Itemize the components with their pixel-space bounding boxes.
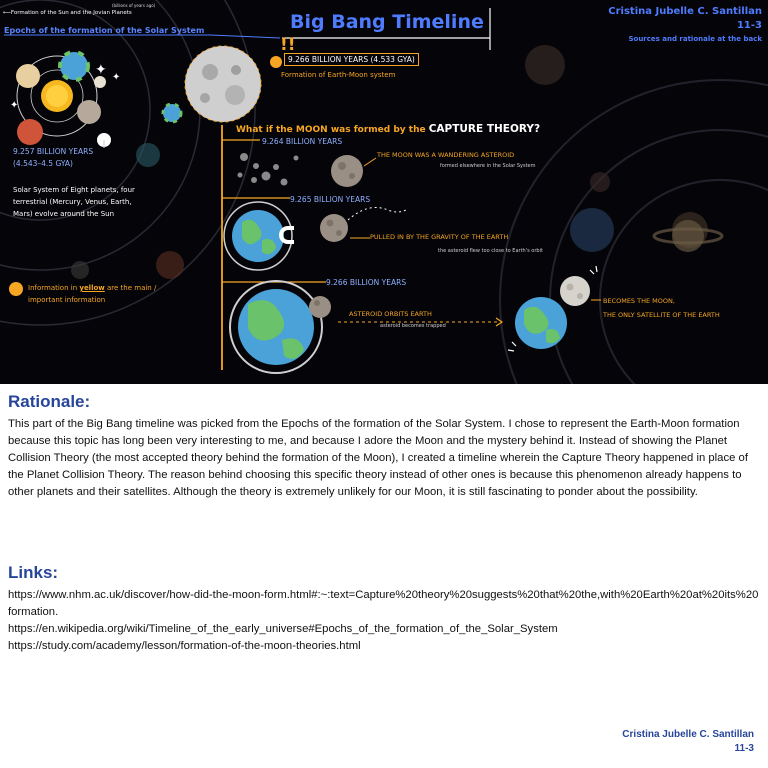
solar-system-years <box>13 146 93 170</box>
outcome-line-1: BECOMES THE MOON, <box>603 297 675 305</box>
big-moon-icon <box>185 46 261 122</box>
capture-question-emphasis: CAPTURE THEORY? <box>428 123 541 135</box>
event-caption: Formation of Earth-Moon system <box>281 71 396 79</box>
link-study[interactable]: https://study.com/academy/lesson/formation-of-the-moon-theories.html <box>8 640 361 653</box>
years-note: (billions of years ago) <box>112 3 156 8</box>
links-heading: Links: <box>8 563 59 582</box>
step-title: THE MOON WAS A WANDERING ASTEROID <box>377 151 515 159</box>
step-years: 9.266 BILLION YEARS <box>326 278 407 287</box>
mars-icon <box>17 119 43 145</box>
bg-planet <box>525 45 565 85</box>
mini-solar-system <box>10 52 120 148</box>
saturn-icon <box>654 220 722 252</box>
step-subtitle: formed elsewhere in the Solar System <box>440 163 536 169</box>
bg-planet <box>156 251 184 279</box>
solar-system-years-line1: 9.257 BILLION YEARS <box>13 147 94 156</box>
capture-question <box>236 123 540 135</box>
pulled-asteroid-icon <box>320 214 348 242</box>
legend-before: Information in <box>28 284 78 292</box>
rationale-heading: Rationale: <box>8 392 91 411</box>
footer-author: Cristina Jubelle C. Santillan <box>622 729 754 740</box>
links-list <box>8 587 760 655</box>
trajectory-path <box>348 208 406 220</box>
earth-step3-icon <box>230 281 322 373</box>
svg-text:✦: ✦ <box>95 62 107 78</box>
event-years: 9.266 BILLION YEARS (4.533 GYA) <box>284 53 419 66</box>
legend-keyword: yellow <box>79 284 105 292</box>
poster-section: 11-3 <box>736 20 762 31</box>
outcome-line-2: THE ONLY SATELLITE OF THE EARTH <box>603 311 720 319</box>
bg-planet <box>570 208 614 252</box>
sources-note: Sources and rationale at the back <box>628 35 762 43</box>
mercury-icon <box>77 100 101 124</box>
solar-system-years-line2: (4.543–4.5 GYA) <box>13 159 73 168</box>
bg-planet <box>136 143 160 167</box>
bg-planet <box>71 261 89 279</box>
step-years: 9.264 BILLION YEARS <box>262 137 343 146</box>
event-dot <box>270 56 282 68</box>
link-wikipedia[interactable]: https://en.wikipedia.org/wiki/Timeline_of_the_early_universe#Epochs_of_the_formation_of_the_Solar_System <box>8 623 558 636</box>
rationale-text: This part of the Big Bang timeline was picked from the Epochs of the formation of the Solar System. I chose to represent the Earth-Moon formation because this topic has long been very interesting to me, and because I adore the Moon and the mystery behind it. Instead of showing the Planet Collision Theory (the most accepted theory behind the formation of the Moon), I created a timeline wherein the Capture Theory happened in place of the Planet Collision Theory. The reason behind choosing this specific theory instead of other ones is because this phenomenon already happens to other planets and their satellites. Although the theory is extremely unlikely for our Moon, it is still fascinating to ponder about the possibility. <box>8 418 748 499</box>
legend-after: are the main / important information <box>28 284 157 304</box>
wandering-asteroid-icon <box>331 155 363 187</box>
exclamation-icon: !! <box>280 35 296 55</box>
step-subtitle: asteroid becomes trapped <box>380 323 446 329</box>
venus-icon <box>16 64 40 88</box>
final-earth-icon <box>515 297 567 349</box>
step-title: ASTEROID ORBITS EARTH <box>349 310 432 318</box>
capture-question-prefix: What if the MOON was formed by the <box>236 125 426 135</box>
bg-planet <box>590 172 610 192</box>
solar-system-description: Solar System of Eight planets, four terrestrial (Mercury, Venus, Earth, Mars) evolve around the Sun <box>13 186 135 218</box>
final-moon-icon <box>560 276 590 306</box>
legend-text <box>28 283 158 306</box>
legend-dot <box>9 282 23 296</box>
step-years: 9.265 BILLION YEARS <box>290 195 371 204</box>
svg-text:✦: ✦ <box>10 100 19 111</box>
svg-text:✦: ✦ <box>112 72 121 83</box>
orbiting-asteroid-icon <box>309 296 331 318</box>
poster-title: Big Bang Timeline <box>290 11 484 33</box>
epochs-title: Epochs of the formation of the Solar System <box>4 26 205 35</box>
step-title: PULLED IN BY THE GRAVITY OF THE EARTH <box>370 233 509 241</box>
poster-author: Cristina Jubelle C. Santillan <box>608 6 762 17</box>
link-nhm[interactable]: https://www.nhm.ac.uk/discover/how-did-the-moon-form.html#:~:text=Capture%20theory%20suggests%20that%20the,with%20Earth%20at%20its%20formation. <box>8 589 759 619</box>
step-subtitle: the asteroid flew too close to Earth's orbit <box>438 248 543 254</box>
nav-link-jovian[interactable]: ⟵Formation of the Sun and the Jovian Planets <box>3 10 132 16</box>
footer-section: 11-3 <box>734 743 754 754</box>
